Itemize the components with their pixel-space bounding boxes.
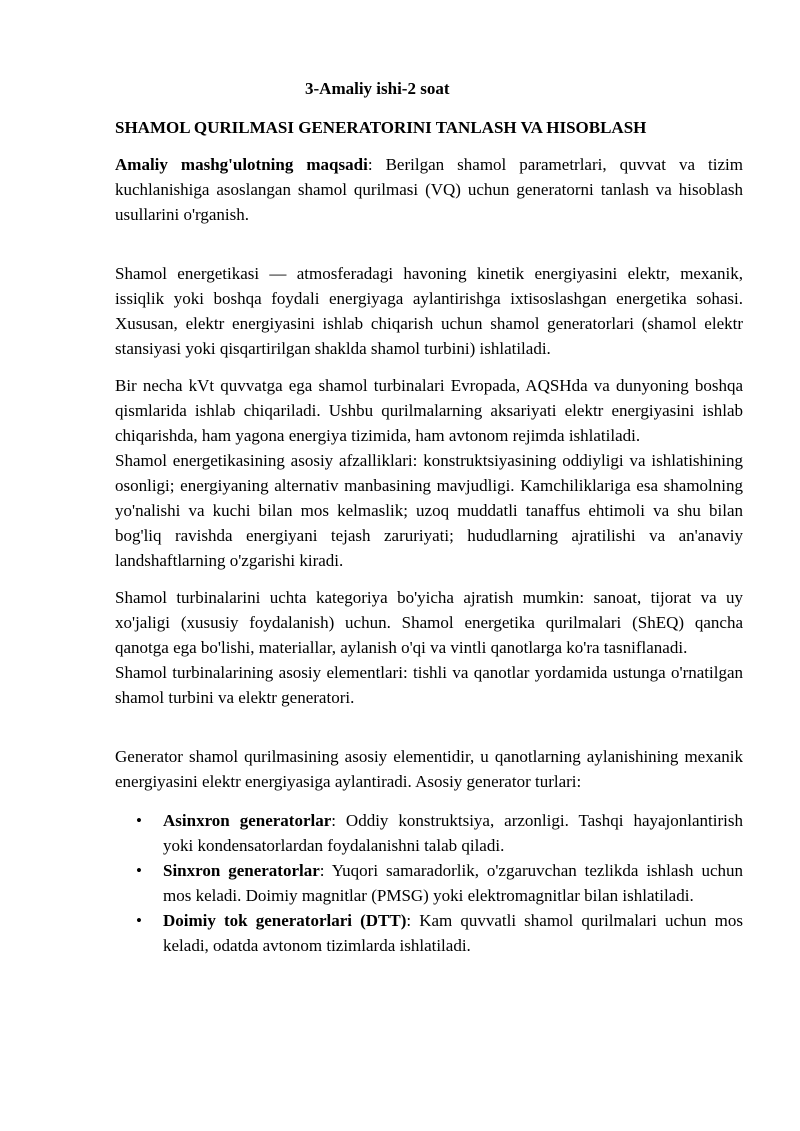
document-subtitle: SHAMOL QURILMASI GENERATORINI TANLASH VA HISOBLASH	[115, 118, 647, 137]
paragraph-advantages: Shamol energetikasining asosiy afzalliklari: konstruktsiyasining oddiyligi va ishlatishining osonligi; energiyaning alternativ manbasining mavjudligi. Kamchiliklariga esa shamolning yo'nalishi va kuchi bilan mos kelmaslik; uzoq muddatli tanaffus ehtimoli va shu bilan bog'liq ravishda energiyani tejash zaruriyati; hududlarning ajratilishi va an'anaviy landshaftlarning o'zgarishi kiradi.	[115, 451, 743, 570]
document-content	[115, 76, 743, 958]
purpose-paragraph	[115, 152, 743, 227]
generator-name: Doimiy tok generatorlari (DTT)	[163, 911, 407, 930]
purpose-label: Amaliy mashg'ulotning maqsadi	[115, 155, 368, 174]
generator-description: : Kam quvvatli shamol qurilmalari uchun mos keladi, odatda avtonom tizimlarda ishlatiladi.	[163, 911, 743, 955]
paragraph-turbine-categories: Shamol turbinalarini uchta kategoriya bo'yicha ajratish mumkin: sanoat, tijorat va uy xo'jaligi (xususiy foydalanish) uchun. Shamol energetika qurilmalari (ShEQ) qancha qanotga ega bo'lishi, materiallar, aylanish o'qi va vintli qanotlarga ko'ra tasniflanadi.	[115, 588, 743, 657]
bullet-icon: •	[136, 861, 142, 880]
list-item	[136, 808, 743, 858]
list-item	[136, 908, 743, 958]
generator-name: Sinxron generatorlar	[163, 861, 320, 880]
generator-types-list	[115, 808, 743, 958]
document-title: 3-Amaliy ishi-2 soat	[305, 79, 450, 98]
bullet-icon: •	[136, 911, 142, 930]
generator-description: : Oddiy konstruktsiya, arzonligi. Tashqi hayajonlantirish yoki kondensatorlardan foydalanishni talab qiladi.	[163, 811, 743, 855]
generator-description: : Yuqori samaradorlik, o'zgaruvchan tezlikda ishlash uchun mos keladi. Doimiy magnitlar (PMSG) yoki elektromagnitlar bilan ishlatiladi.	[163, 861, 743, 905]
paragraph-generator-intro: Generator shamol qurilmasining asosiy elementidir, u qanotlarning aylanishining mexanik energiyasini elektr energiyasiga aylantiradi. Asosiy generator turlari:	[115, 747, 743, 791]
list-item	[136, 858, 743, 908]
purpose-text: : Berilgan shamol parametrlari, quvvat va tizim kuchlanishiga asoslangan shamol qurilmasi (VQ) uchun generatorni tanlash va hisoblash usullarini o'rganish.	[115, 155, 743, 224]
paragraph-wind-turbine-production: Bir necha kVt quvvatga ega shamol turbinalari Evropada, AQSHda va dunyoning boshqa qismlarida ishlab chiqariladi. Ushbu qurilmalarning aksariyati elektr energiyasini ishlab chiqarishda, ham yagona energiya tizimida, ham avtonom rejimda ishlatiladi.	[115, 376, 743, 445]
bullet-icon: •	[136, 811, 142, 830]
paragraph-turbine-elements: Shamol turbinalarining asosiy elementlari: tishli va qanotlar yordamida ustunga o'rnatilgan shamol turbini va elektr generatori.	[115, 663, 743, 707]
generator-name: Asinxron generatorlar	[163, 811, 332, 830]
paragraph-wind-energy-definition: Shamol energetikasi — atmosferadagi havoning kinetik energiyasini elektr, mexanik, issiqlik yoki boshqa foydali energiyaga aylantirishga ixtisoslashgan energetika sohasi. Xususan, elektr energiyasini ishlab chiqarish uchun shamol generatorlari (shamol elektr stansiyasi yoki qisqartirilgan shaklda shamol turbini) ishlatiladi.	[115, 264, 743, 358]
